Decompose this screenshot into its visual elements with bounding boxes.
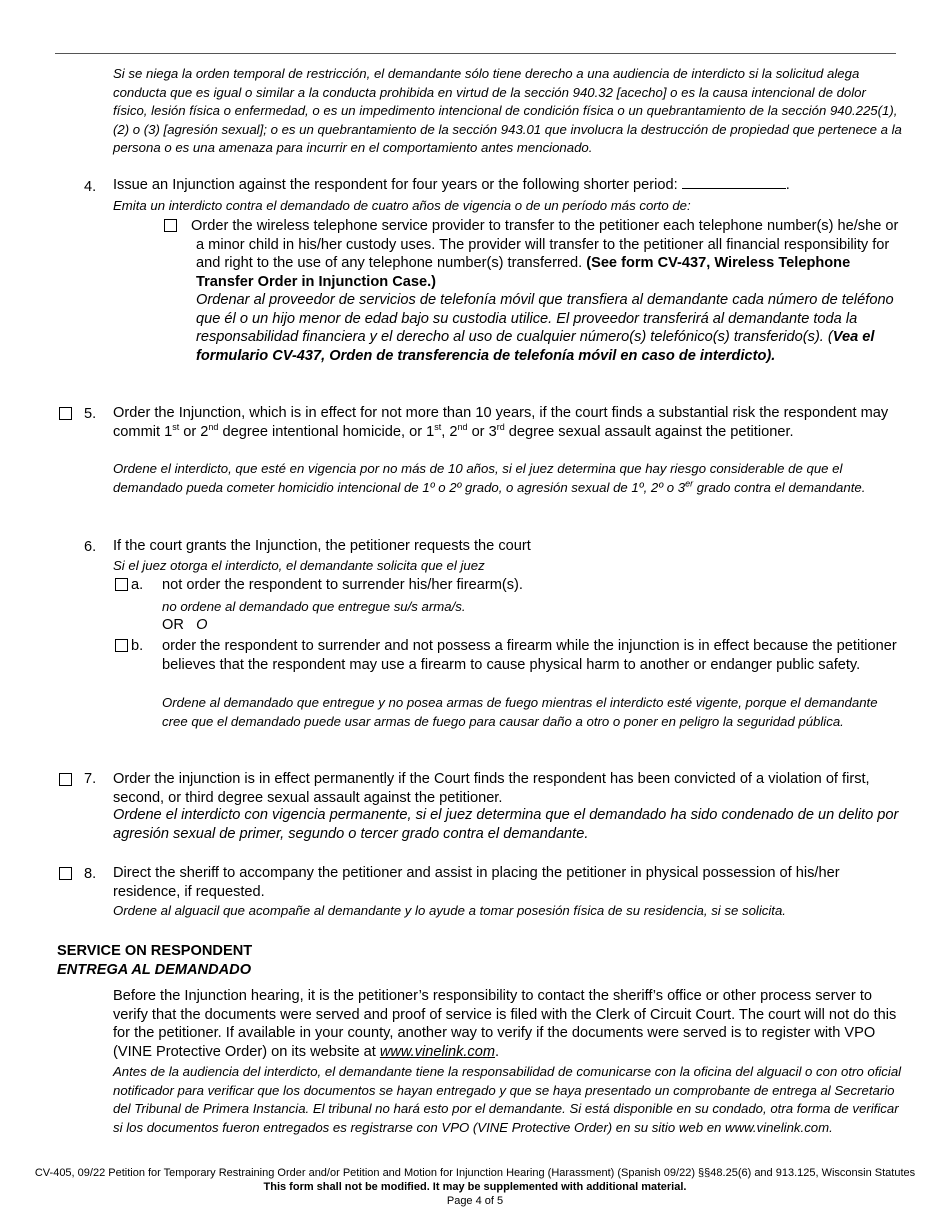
item-5-text: Order the Injunction, which is in effect for not more than 10 years, if the court finds a substantial risk the respondent may commit 1st or 2nd degree intentional homicide, or 1st, 2nd or 3rd degree sexual assault against the petitioner.: [113, 405, 889, 440]
item-6b-text: order the respondent to surrender and not possess a firearm while the injunction is in effect because the petitioner believes that the respondent may use a firearm to cause physical harm to another or endanger public safety.: [162, 638, 897, 673]
item-5-number: 5.: [84, 406, 97, 422]
item-5-spanish: Ordene el interdicto, que esté en vigencia por no más de 10 años, si el juez determina que hay riesgo considerable de que el demandado pueda cometer homicidio intencional de 1º o 2º grado, o agresión sexual de 1º, 2º o 3er grado contra el demandante.: [113, 461, 866, 495]
item-8-number: 8.: [84, 866, 97, 882]
item-4-text: [113, 176, 903, 195]
item-7-spanish: Ordene el interdicto con vigencia permanente, si el juez determina que el demandado ha sido condenado de un delito por agresión sexual de primer, segundo o tercer grado contra el demandante.: [113, 807, 899, 842]
or-english: OR: [162, 617, 184, 633]
intro-spanish-paragraph: Si se niega la orden temporal de restricción, el demandante sólo tiene derecho a una audiencia de interdicto si la solicitud alega conducta que es igual o similar a la conducta prohibida en virtud de la sección 940.32 [acecho] o es la causa intencional de dolor físico, lesión física o enfermedad, o es un impedimento intencional de condición física o un quebrantamiento de la sección 940.225(1), (2) o (3) [agresión sexual]; o es un quebrantamiento de la sección 943.01 que involucra la destrucción de propiedad que pertenece a la persona o es una amenaza para incurrir en el comportamiento antes mencionado.: [113, 66, 902, 155]
service-end: .: [495, 1043, 500, 1060]
item-4-wireless-text: [191, 217, 901, 291]
item-8-spanish: Ordene al alguacil que acompañe al demandante y lo ayude a tomar posesión física de su residencia, si se solicita.: [113, 903, 786, 918]
item-6-spanish: Si el juez otorga el interdicto, el demandante solicita que el juez: [113, 558, 485, 573]
item-4-period-end: .: [785, 177, 790, 193]
item-4-label: Issue an Injunction against the respondent for four years or the following shorter period:: [113, 177, 678, 193]
item-8-text: Direct the sheriff to accompany the petitioner and assist in placing the petitioner in physical possession of his/her residence, if requested.: [113, 865, 840, 900]
item-4-wireless-spanish-body: Ordenar al proveedor de servicios de telefonía móvil que transfiera al demandante cada número de teléfono que él o un hijo menor de edad bajo su custodia utilice. El proveedor transferirá al demandante toda la responsabilidad financiera y el derecho al uso de cualquier número(s) telefónico(s) transferido(s).: [196, 292, 894, 345]
item-6b-label: b.: [131, 638, 144, 654]
vinelink-link[interactable]: www.vinelink.com: [379, 1043, 496, 1060]
item-4-wireless-body: Order the wireless telephone service provider to transfer to the petitioner each telephone number(s) he/she or a minor child in his/her custody uses. The provider will transfer to the petitioner all financial responsibility for and right to the use of any telephone number(s) transferred.: [191, 218, 899, 271]
footer-page-number: Page 4 of 5: [446, 1195, 504, 1207]
item-6a-text: not order the respondent to surrender his/her firearm(s).: [162, 577, 523, 593]
item-5-checkbox[interactable]: [59, 407, 72, 420]
footer-form-line: CV-405, 09/22 Petition for Temporary Restraining Order and/or Petition and Motion for Injunction Hearing (Harassment) (Spanish 09/22) §§48.25(6) and 913.125, Wisconsin Statutes: [34, 1167, 916, 1179]
item-6-number: 6.: [84, 539, 97, 555]
item-7-checkbox[interactable]: [59, 773, 72, 786]
service-spanish: Antes de la audiencia del interdicto, el demandante tiene la responsabilidad de comunicarse con la oficina del alguacil o con otro oficial notificador para verificar que los documentos se hayan entregado y que se haya presentado un comprobante de entrega al Secretario del Tribunal de Primera Instancia. El tribunal no hará esto por el demandante. Si está disponible en su condado, otra forma de verificar si los documentos fueron entregados es registrarse con VPO (VINE Protective Order) en su sitio web en www.vinelink.com.: [113, 1064, 902, 1135]
top-rule: [55, 53, 896, 54]
service-text: [113, 987, 903, 1061]
item-4-wireless-checkbox[interactable]: [164, 219, 177, 232]
item-4-wireless-spanish: [196, 291, 901, 365]
item-6a-label: a.: [131, 577, 144, 593]
item-4-wireless-spanish-form-ref: Vea el formulario CV-437, Orden de transferencia de telefonía móvil en caso de interdicto).: [196, 329, 875, 364]
item-6a-spanish: no ordene al demandado que entregue su/s arma/s.: [162, 599, 466, 614]
item-7-number: 7.: [84, 771, 97, 787]
item-4-wireless-form-ref: (See form CV-437, Wireless Telephone Transfer Order in Injunction Case.): [196, 255, 851, 290]
item-6b-spanish: Ordene al demandado que entregue y no posea armas de fuego mientras el interdicto esté vigente, porque el demandante cree que el demandado puede usar armas de fuego para causar daño a otro o poner en peligro la seguridad pública.: [162, 695, 878, 729]
item-6-text: If the court grants the Injunction, the petitioner requests the court: [113, 538, 531, 554]
service-heading-spanish: ENTREGA AL DEMANDADO: [57, 962, 252, 978]
or-spanish: O: [196, 617, 208, 633]
item-4-number: 4.: [84, 179, 97, 195]
item-6a-checkbox[interactable]: [115, 578, 128, 591]
item-8-checkbox[interactable]: [59, 867, 72, 880]
item-4-spanish: Emita un interdicto contra el demandado de cuatro años de vigencia o de un período más corto de:: [113, 198, 691, 213]
item-7-text: Order the injunction is in effect permanently if the Court finds the respondent has been convicted of a violation of first, second, or third degree sexual assault against the petitioner.: [113, 771, 870, 806]
footer-notice: This form shall not be modified. It may be supplemented with additional material.: [263, 1181, 687, 1193]
item-6-or: [162, 616, 207, 635]
item-4-wireless-spanish-paren: (: [827, 329, 833, 345]
item-6b-checkbox[interactable]: [115, 639, 128, 652]
service-heading: SERVICE ON RESPONDENT: [57, 943, 253, 959]
service-body: Before the Injunction hearing, it is the petitioner’s responsibility to contact the sheriff’s office or other process server to verify that the documents were served and proof of service is filed with the Clerk of Circuit Court. The court will not do this for the petitioner. If available in your county, another way to verify if the documents were served is to register with VPO (VINE Protective Order) on its website at: [113, 988, 897, 1060]
item-4-period-field[interactable]: [682, 176, 786, 189]
